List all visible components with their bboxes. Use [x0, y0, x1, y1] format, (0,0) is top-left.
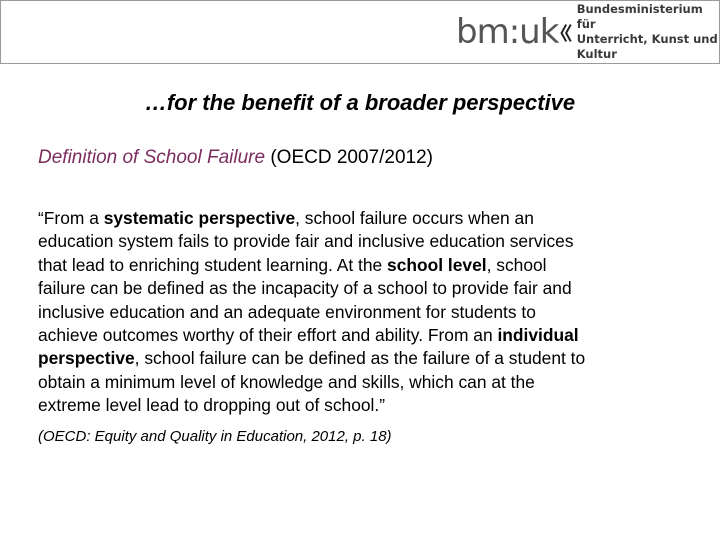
quote-emphasis: individual	[497, 325, 579, 346]
quote-text: inclusive education and an adequate environment for students to	[38, 301, 536, 322]
quote-text: achieve outcomes worthy of their effort and ability. From an	[38, 325, 498, 346]
quote-paragraph	[38, 207, 688, 418]
quote-line	[38, 207, 688, 230]
quote-line	[38, 254, 688, 277]
header-bar	[0, 0, 720, 64]
quote-line	[38, 230, 688, 253]
definition-heading	[38, 147, 433, 169]
quote-emphasis: systematic perspective	[103, 208, 296, 228]
quote-emphasis: school level	[387, 254, 487, 275]
quote-line	[38, 371, 688, 394]
logo-line-2: Unterricht, Kunst und Kultur	[576, 32, 718, 61]
quote-text: that lead to enriching student learning. At the	[38, 254, 388, 275]
citation: (OECD: Equity and Quality in Education, 2012, p. 18)	[38, 428, 392, 445]
quote-text: extreme level lead to dropping out of school.”	[38, 395, 386, 416]
quote-emphasis: perspective	[38, 348, 135, 369]
definition-label: Definition of School Failure	[38, 147, 266, 168]
quote-text: obtain a minimum level of knowledge and skills, which can at the	[38, 371, 535, 392]
quote-text: “From a	[38, 208, 104, 228]
quote-line	[38, 324, 688, 347]
quote-text: failure can be defined as the incapacity of a school to provide fair and	[38, 278, 572, 299]
quote-line	[38, 394, 688, 417]
quote-text: , school failure occurs when an	[295, 208, 534, 228]
slide-title: …for the benefit of a broader perspective	[144, 90, 576, 115]
logo-ministry-name	[577, 2, 719, 62]
bmuk-logo	[456, 2, 719, 61]
quote-text: , school failure can be defined as the failure of a student to	[134, 348, 586, 369]
quote-text: education system fails to provide fair and inclusive education services	[38, 231, 574, 252]
quote-line	[38, 301, 688, 324]
logo-line-1: Bundesministerium für	[576, 2, 703, 31]
definition-source: (OECD 2007/2012)	[265, 147, 433, 168]
logo-wordmark: bm:uk	[456, 12, 559, 52]
double-chevron-icon	[560, 19, 572, 47]
quote-line	[38, 347, 688, 370]
quote-line	[38, 277, 688, 300]
quote-text: , school	[486, 254, 547, 275]
